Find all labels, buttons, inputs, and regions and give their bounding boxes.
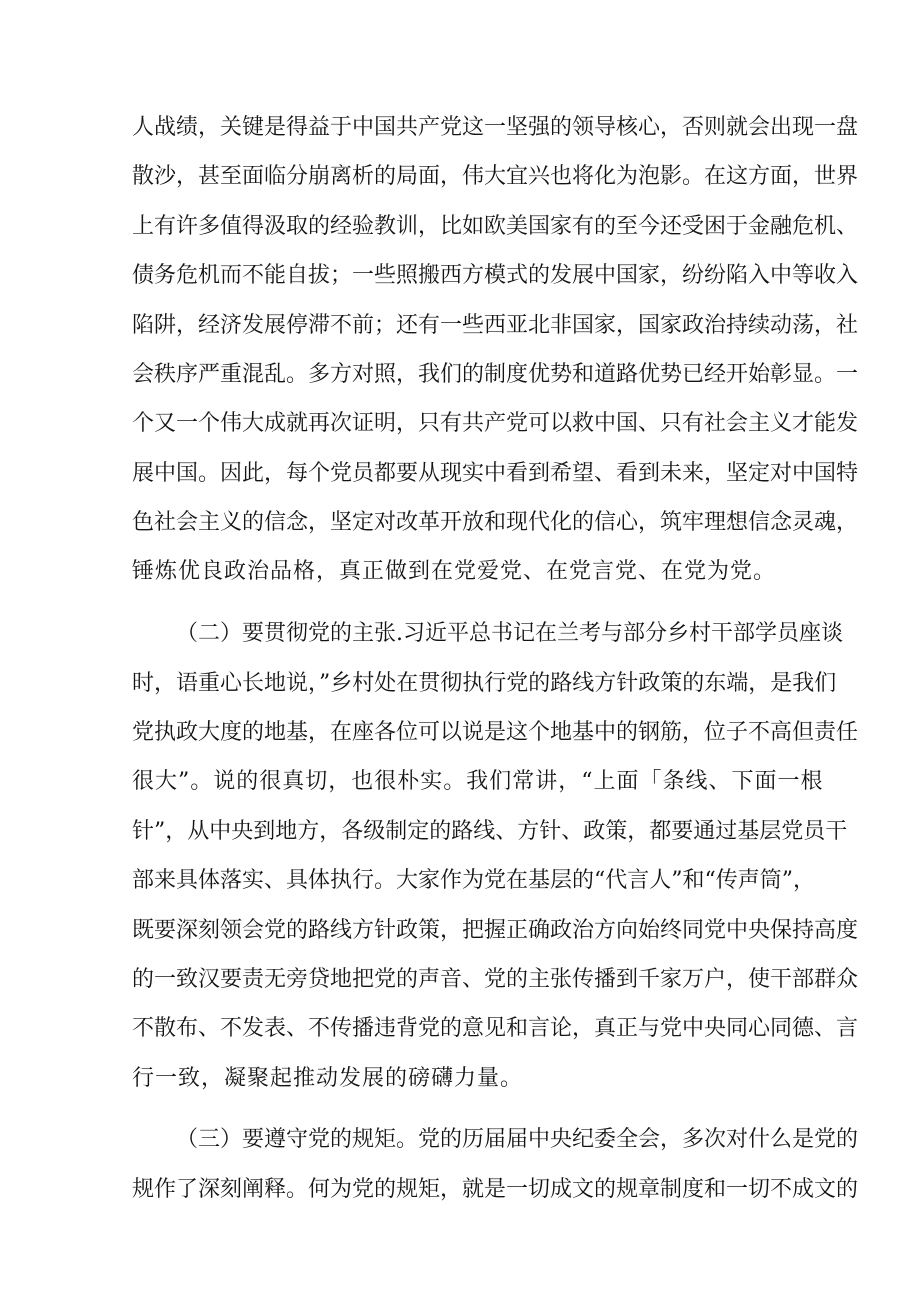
paragraph-1-line-10: 锤炼优良政治品格，真正做到在党爱党、在党言党、在党为党。 (132, 559, 777, 584)
paragraph-1-line-6: 会秩序严重混乱。多方对照，我们的制度优势和道路优势已经开始彰显。一 (132, 362, 859, 387)
paragraph-2-line-1: （二）要贯彻党的主张.习近平总书记在兰考与部分乡村干部学员座谈 (176, 621, 843, 646)
paragraph-2-line-2: 时，语重心长地说，”乡村处在贯彻执行党的路线方针政策的东端，是我们 (132, 671, 837, 696)
paragraph-2-line-8: 的一致汉要责无旁贷地把党的声音、党的主张传播到千家万户，使干部群众 (132, 967, 859, 992)
paragraph-1-line-3: 上有许多值得汲取的经验教训，比如欧美国家有的至今还受困于金融危机、 (132, 214, 859, 239)
paragraph-2-line-9: 不散布、不发表、不传播违背党的意见和言论，真正与党中央同心同德、言 (132, 1016, 859, 1041)
paragraph-2-line-7: 既要深刻领会党的路线方针政策，把握正确政治方向始终同党中央保持高度 (132, 918, 859, 943)
paragraph-1-line-9: 色社会主义的信念，坚定对改革开放和现代化的信心，筑牢理想信念灵魂， (132, 510, 859, 535)
paragraph-1-line-1: 人战绩，关键是得益于中国共产党这一坚强的领导核心，否则就会出现一盘 (132, 115, 859, 140)
paragraph-1-line-2: 散沙，甚至面临分崩离析的局面，伟大宜兴也将化为泡影。在这方面，世界 (132, 164, 859, 189)
paragraph-1-line-7: 个又一个伟大成就再次证明，只有共产党可以救中国、只有社会主义才能发 (132, 411, 859, 436)
paragraph-3-line-2: 规作了深刻阐释。何为党的规矩，就是一切成文的规章制度和一切不成文的 (132, 1177, 859, 1202)
paragraph-2-line-10: 行一致，凝聚起推动发展的磅礴力量。 (132, 1066, 524, 1091)
paragraph-2-line-6: 部来具体落实、具体执行。大家作为党在基层的“代言人”和“传声筒”， (132, 868, 815, 893)
paragraph-2-line-5: 针”，从中央到地方，各级制定的路线、方针、政策，都要通过基层党员干 (132, 819, 848, 844)
paragraph-2-line-3: 党执政大度的地基，在座各位可以说是这个地基中的钢筋，位子不高但责任 (132, 720, 859, 745)
paragraph-3-line-1: （三）要遵守党的规矩。党的历届届中央纪委全会，多次对什么是党的 (176, 1127, 859, 1152)
paragraph-1-line-5: 陷阱，经济发展停滞不前；还有一些西亚北非国家，国家政治持续动荡，社 (132, 313, 859, 338)
paragraph-2-line-4: 很大”。说的很真切，也很朴实。我们常讲，“上面「条线、下面一根 (132, 769, 824, 794)
paragraph-1-line-4: 债务危机而不能自拔；一些照搬西方模式的发展中国家，纷纷陷入中等收入 (132, 263, 859, 288)
paragraph-1-line-8: 展中国。因此，每个党员都要从现实中看到希望、看到未来，坚定对中国特 (132, 461, 859, 486)
